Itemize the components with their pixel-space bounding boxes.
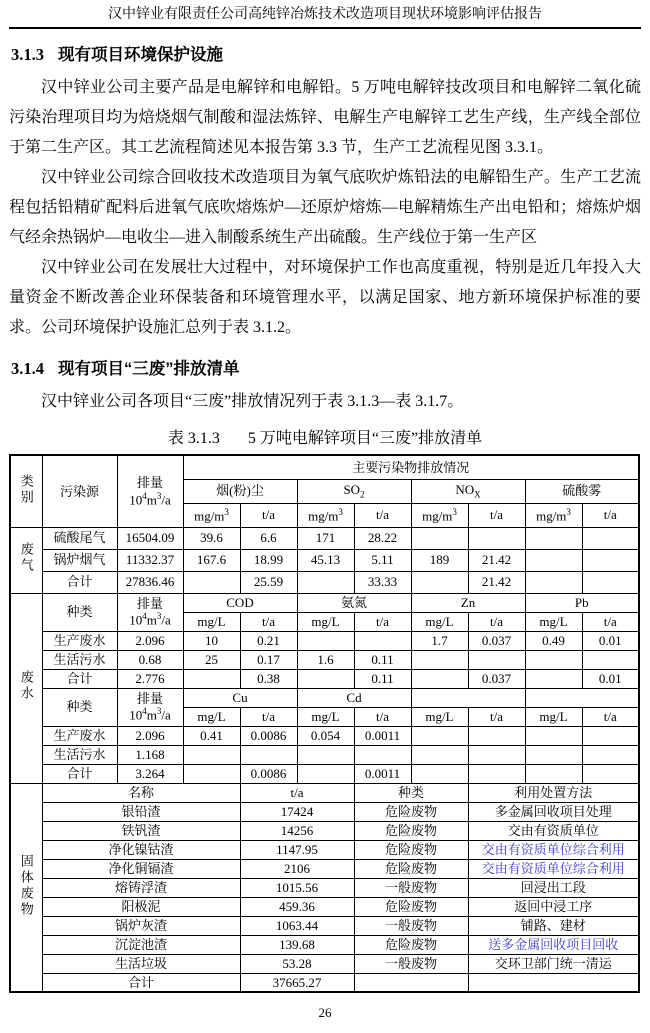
table-cell xyxy=(411,745,468,764)
solid-amount-cell: 1147.95 xyxy=(240,840,354,859)
solid-kind-cell: 危险废物 xyxy=(354,821,468,840)
solid-method-cell xyxy=(468,973,639,992)
table-cell xyxy=(582,745,639,764)
unit-cell: mg/L xyxy=(411,612,468,631)
solid-row xyxy=(10,821,639,840)
solid-row xyxy=(10,878,639,897)
table-cell xyxy=(468,726,525,745)
pollutant-group-cell: 氨氮 xyxy=(297,593,411,612)
solid-col-header: 种类 xyxy=(354,783,468,802)
table-cell: 0.21 xyxy=(240,631,297,650)
header-volume-cell: 排量 $10^4m^3/a$ xyxy=(117,455,183,527)
table-cell xyxy=(411,527,468,549)
table-cell xyxy=(297,631,354,650)
solid-name-cell: 净化铜镉渣 xyxy=(42,859,240,878)
solid-row xyxy=(10,916,639,935)
solid-kind-cell: 危险废物 xyxy=(354,840,468,859)
solid-name-cell: 生活垃圾 xyxy=(42,954,240,973)
pollutant-group-cell: Cd xyxy=(297,688,411,707)
solid-name-cell: 铁钒渣 xyxy=(42,821,240,840)
table-cell: 25.59 xyxy=(240,571,297,593)
solid-method-cell: 多金属回收项目处理 xyxy=(468,802,639,821)
solid-kind-cell: 危险废物 xyxy=(354,802,468,821)
unit-cell: mg/L xyxy=(183,612,240,631)
table-cell: 21.42 xyxy=(468,571,525,593)
table-cell: 3.264 xyxy=(117,764,183,783)
table-cell: 0.0011 xyxy=(354,764,411,783)
pollutant-group-cell: $NO_X$ xyxy=(411,479,525,503)
table-cell: 11332.37 xyxy=(117,549,183,571)
solid-method-cell: 交由有资质单位综合利用 xyxy=(468,859,639,878)
solid-row xyxy=(10,840,639,859)
unit-cell: t/a xyxy=(582,503,639,527)
solid-amount-cell: 139.68 xyxy=(240,935,354,954)
table-cell: 0.49 xyxy=(525,631,582,650)
solid-name-cell: 熔铸浮渣 xyxy=(42,878,240,897)
unit-cell: t/a xyxy=(240,503,297,527)
table-cell: 0.38 xyxy=(240,669,297,688)
table-cell: 0.0086 xyxy=(240,764,297,783)
solid-kind-cell: 一般废物 xyxy=(354,954,468,973)
water-kind-cell: 种类 xyxy=(42,688,117,726)
water-row xyxy=(10,764,639,783)
water-volume-cell: 排量 $10^4m^3/a$ xyxy=(117,688,183,726)
unit-cell: t/a xyxy=(354,612,411,631)
pollutant-group-cell: Zn xyxy=(411,593,525,612)
table-cell xyxy=(525,650,582,669)
unit-cell: t/a xyxy=(354,707,411,726)
table-cell xyxy=(297,745,354,764)
solid-kind-cell: 一般废物 xyxy=(354,916,468,935)
solid-kind-cell: 危险废物 xyxy=(354,859,468,878)
paragraph: 汉中锌业公司综合回收技术改造项目为氧气底吹炉炼铅法的电解铅生产。生产工艺流程包括铅精矿配料后进氧气底吹熔炼炉—还原炉熔炼—电解精炼生产出电铅和；熔炼炉烟气经余热锅炉—电收尘—进入制酸系统生产出硫酸。生产线位于第一生产区 xyxy=(9,169,641,246)
category-cell-solid xyxy=(10,783,42,992)
table-cell xyxy=(525,549,582,571)
unit-cell: t/a xyxy=(240,707,297,726)
table-cell: 171 xyxy=(297,527,354,549)
table-cell xyxy=(468,745,525,764)
solid-amount-cell: 459.36 xyxy=(240,897,354,916)
table-cell: 0.01 xyxy=(582,631,639,650)
unit-cell: $mg/m^3$ xyxy=(297,503,354,527)
table-cell xyxy=(411,764,468,783)
table-header-row xyxy=(10,455,639,479)
table-cell xyxy=(297,571,354,593)
table-cell: 0.0086 xyxy=(240,726,297,745)
solid-kind-cell: 危险废物 xyxy=(354,935,468,954)
pollutant-group-cell: $SO_2$ xyxy=(297,479,411,503)
page-number: 26 xyxy=(318,1005,332,1020)
table-cell xyxy=(183,764,240,783)
table-cell: 2.096 xyxy=(117,726,183,745)
section-number: 3.1.3 xyxy=(11,45,44,64)
table-cell xyxy=(525,669,582,688)
solid-name-cell: 阳极泥 xyxy=(42,897,240,916)
solid-row xyxy=(10,859,639,878)
table-cell xyxy=(354,631,411,650)
unit-cell: mg/L xyxy=(525,612,582,631)
category-cell-gas xyxy=(10,527,42,593)
table-cell: 39.6 xyxy=(183,527,240,549)
pollutant-group-cell: 烟(粉)尘 xyxy=(183,479,297,503)
solid-name-cell: 合计 xyxy=(42,973,240,992)
table-cell: 25 xyxy=(183,650,240,669)
pollutant-group-cell: 硫酸雾 xyxy=(525,479,639,503)
solid-method-cell: 铺路、建材 xyxy=(468,916,639,935)
solid-method-cell: 返回中浸工序 xyxy=(468,897,639,916)
table-cell: 生产废水 xyxy=(42,631,117,650)
unit-cell: t/a xyxy=(468,707,525,726)
table-cell xyxy=(582,726,639,745)
unit-cell: t/a xyxy=(582,612,639,631)
unit-cell: mg/L xyxy=(297,707,354,726)
table-cell: 生产废水 xyxy=(42,726,117,745)
paragraph: 汉中锌业公司各项目“三废”排放情况列于表 3.1.3—表 3.1.7。 xyxy=(41,393,464,410)
solid-row xyxy=(10,935,639,954)
section-number: 3.1.4 xyxy=(11,359,44,378)
solid-method-cell: 送多金属回收项目回收 xyxy=(468,935,639,954)
table-cell: 0.0011 xyxy=(354,726,411,745)
header-main-title-cell: 主要污染物排放情况 xyxy=(183,455,639,479)
solid-row xyxy=(10,973,639,992)
table-cell xyxy=(411,650,468,669)
table-cell: 45.13 xyxy=(297,549,354,571)
table-cell xyxy=(297,764,354,783)
table-caption-label: 表 3.1.3 xyxy=(167,430,220,447)
water-header-row xyxy=(10,593,639,612)
unit-cell: t/a xyxy=(468,503,525,527)
table-cell xyxy=(582,764,639,783)
table-cell: 合计 xyxy=(42,571,117,593)
table-cell xyxy=(468,650,525,669)
table-cell: 1.6 xyxy=(297,650,354,669)
table-cell xyxy=(183,571,240,593)
water-row xyxy=(10,650,639,669)
table-cell xyxy=(354,745,411,764)
solid-name-cell: 锅炉灰渣 xyxy=(42,916,240,935)
table-cell xyxy=(183,669,240,688)
solid-name-cell: 净化镍钴渣 xyxy=(42,840,240,859)
table-cell: 0.11 xyxy=(354,669,411,688)
unit-cell: mg/L xyxy=(297,612,354,631)
table-cell xyxy=(582,650,639,669)
category-label: 废气 xyxy=(18,542,34,575)
solid-method-cell: 回浸出工段 xyxy=(468,878,639,897)
unit-cell: t/a xyxy=(582,707,639,726)
table-cell: 2.776 xyxy=(117,669,183,688)
table-cell: 1.168 xyxy=(117,745,183,764)
table-cell: 0.68 xyxy=(117,650,183,669)
table-cell: 合计 xyxy=(42,669,117,688)
table-cell xyxy=(411,726,468,745)
table-cell: 0.11 xyxy=(354,650,411,669)
table-cell: 18.99 xyxy=(240,549,297,571)
table-cell: 硫酸尾气 xyxy=(42,527,117,549)
water-row xyxy=(10,726,639,745)
table-cell xyxy=(582,549,639,571)
table-cell: 0.41 xyxy=(183,726,240,745)
table-cell: 1.7 xyxy=(411,631,468,650)
paragraph: 汉中锌业公司在发展壮大过程中，对环境保护工作也高度重视，特别是近几年投入大量资金不断改善企业环保装备和环境管理水平，以满足国家、地方新环境保护标准的要求。公司环境保护设施汇总列于表 3.1.2。 xyxy=(9,259,641,336)
table-caption xyxy=(9,425,641,448)
section-heading-314 xyxy=(11,355,641,379)
table-cell: 生活污水 xyxy=(42,650,117,669)
solid-amount-cell: 17424 xyxy=(240,802,354,821)
table-cell xyxy=(525,745,582,764)
solid-method-cell: 交环卫部门统一清运 xyxy=(468,954,639,973)
table-cell xyxy=(297,669,354,688)
unit-cell: mg/L xyxy=(183,707,240,726)
gas-row xyxy=(10,571,639,593)
solid-col-header: t/a xyxy=(240,783,354,802)
table-cell: 6.6 xyxy=(240,527,297,549)
water-row xyxy=(10,745,639,764)
gas-row xyxy=(10,549,639,571)
table-caption-title: 5 万吨电解锌项目“三废”排放清单 xyxy=(247,430,483,447)
solid-amount-cell: 1015.56 xyxy=(240,878,354,897)
solid-col-header: 名称 xyxy=(42,783,240,802)
solid-row xyxy=(10,954,639,973)
table-cell: 5.11 xyxy=(354,549,411,571)
table-cell: 28.22 xyxy=(354,527,411,549)
table-cell: 生活污水 xyxy=(42,745,117,764)
table-cell: 33.33 xyxy=(354,571,411,593)
solid-amount-cell: 37665.27 xyxy=(240,973,354,992)
table-cell xyxy=(582,527,639,549)
table-cell xyxy=(468,764,525,783)
table-cell: 合计 xyxy=(42,764,117,783)
solid-name-cell: 沉淀池渣 xyxy=(42,935,240,954)
category-label: 固体废物 xyxy=(18,853,34,918)
gas-row xyxy=(10,527,639,549)
category-cell-water xyxy=(10,593,42,783)
table-cell xyxy=(525,527,582,549)
running-header: 汉中锌业有限责任公司高纯锌冶炼技术改造项目现状环境影响评估报告 xyxy=(9,0,641,29)
table-cell xyxy=(525,726,582,745)
pollutant-group-cell: COD xyxy=(183,593,297,612)
header-category-label: 类别 xyxy=(18,473,34,506)
solid-row xyxy=(10,802,639,821)
solid-amount-cell: 53.28 xyxy=(240,954,354,973)
table-cell: 0.01 xyxy=(582,669,639,688)
unit-cell: $mg/m^3$ xyxy=(183,503,240,527)
unit-cell: t/a xyxy=(468,612,525,631)
pollutant-group-cell: Cu xyxy=(183,688,297,707)
table-cell xyxy=(525,764,582,783)
water-kind-cell: 种类 xyxy=(42,593,117,631)
water-row xyxy=(10,631,639,650)
header-category-cell xyxy=(10,455,42,527)
section-title: 现有项目环境保护设施 xyxy=(58,46,223,64)
table-cell xyxy=(468,527,525,549)
table-cell xyxy=(411,571,468,593)
solid-method-cell: 交由有资质单位综合利用 xyxy=(468,840,639,859)
solid-kind-cell xyxy=(354,973,468,992)
emission-inventory-table xyxy=(9,454,640,993)
unit-cell: $mg/m^3$ xyxy=(525,503,582,527)
water-header-row xyxy=(10,688,639,707)
solid-amount-cell: 2106 xyxy=(240,859,354,878)
solid-header-row xyxy=(10,783,639,802)
table-cell: 锅炉烟气 xyxy=(42,549,117,571)
table-cell: 10 xyxy=(183,631,240,650)
pollutant-group-cell xyxy=(525,688,639,707)
unit-cell: mg/L xyxy=(411,707,468,726)
unit-cell: t/a xyxy=(240,612,297,631)
unit-cell: t/a xyxy=(354,503,411,527)
table-cell: 0.037 xyxy=(468,669,525,688)
category-label: 废水 xyxy=(18,670,34,703)
solid-amount-cell: 14256 xyxy=(240,821,354,840)
water-volume-cell: 排量 $10^4m^3/a$ xyxy=(117,593,183,631)
water-row xyxy=(10,669,639,688)
unit-cell: mg/L xyxy=(525,707,582,726)
table-cell: 21.42 xyxy=(468,549,525,571)
solid-amount-cell: 1063.44 xyxy=(240,916,354,935)
section-heading-313 xyxy=(11,41,641,65)
solid-method-cell: 交由有资质单位 xyxy=(468,821,639,840)
solid-name-cell: 银铅渣 xyxy=(42,802,240,821)
table-cell: 2.096 xyxy=(117,631,183,650)
table-cell: 27836.46 xyxy=(117,571,183,593)
solid-kind-cell: 一般废物 xyxy=(354,878,468,897)
pollutant-group-cell: Pb xyxy=(525,593,639,612)
table-cell xyxy=(183,745,240,764)
table-cell: 16504.09 xyxy=(117,527,183,549)
table-cell xyxy=(525,571,582,593)
pollutant-group-cell xyxy=(411,688,525,707)
section-title: 现有项目“三废”排放清单 xyxy=(58,360,240,378)
solid-col-header: 利用处置方法 xyxy=(468,783,639,802)
table-cell: 0.054 xyxy=(297,726,354,745)
table-cell xyxy=(240,745,297,764)
table-cell xyxy=(411,669,468,688)
table-cell: 0.17 xyxy=(240,650,297,669)
paragraph: 汉中锌业公司主要产品是电解锌和电解铅。5 万吨电解锌技改项目和电解锌二氧化硫污染治理项目均为焙烧烟气制酸和湿法炼锌、电解生产电解锌工艺生产线，生产线全部位于第二生产区。其工艺流程简述见本报告第 3.3 节，生产工艺流程见图 3.3.1。 xyxy=(9,79,641,156)
table-cell xyxy=(582,571,639,593)
table-cell: 0.037 xyxy=(468,631,525,650)
solid-kind-cell: 危险废物 xyxy=(354,897,468,916)
unit-cell: $mg/m^3$ xyxy=(411,503,468,527)
table-cell: 167.6 xyxy=(183,549,240,571)
table-cell: 189 xyxy=(411,549,468,571)
solid-row xyxy=(10,897,639,916)
header-source-cell: 污染源 xyxy=(42,455,117,527)
